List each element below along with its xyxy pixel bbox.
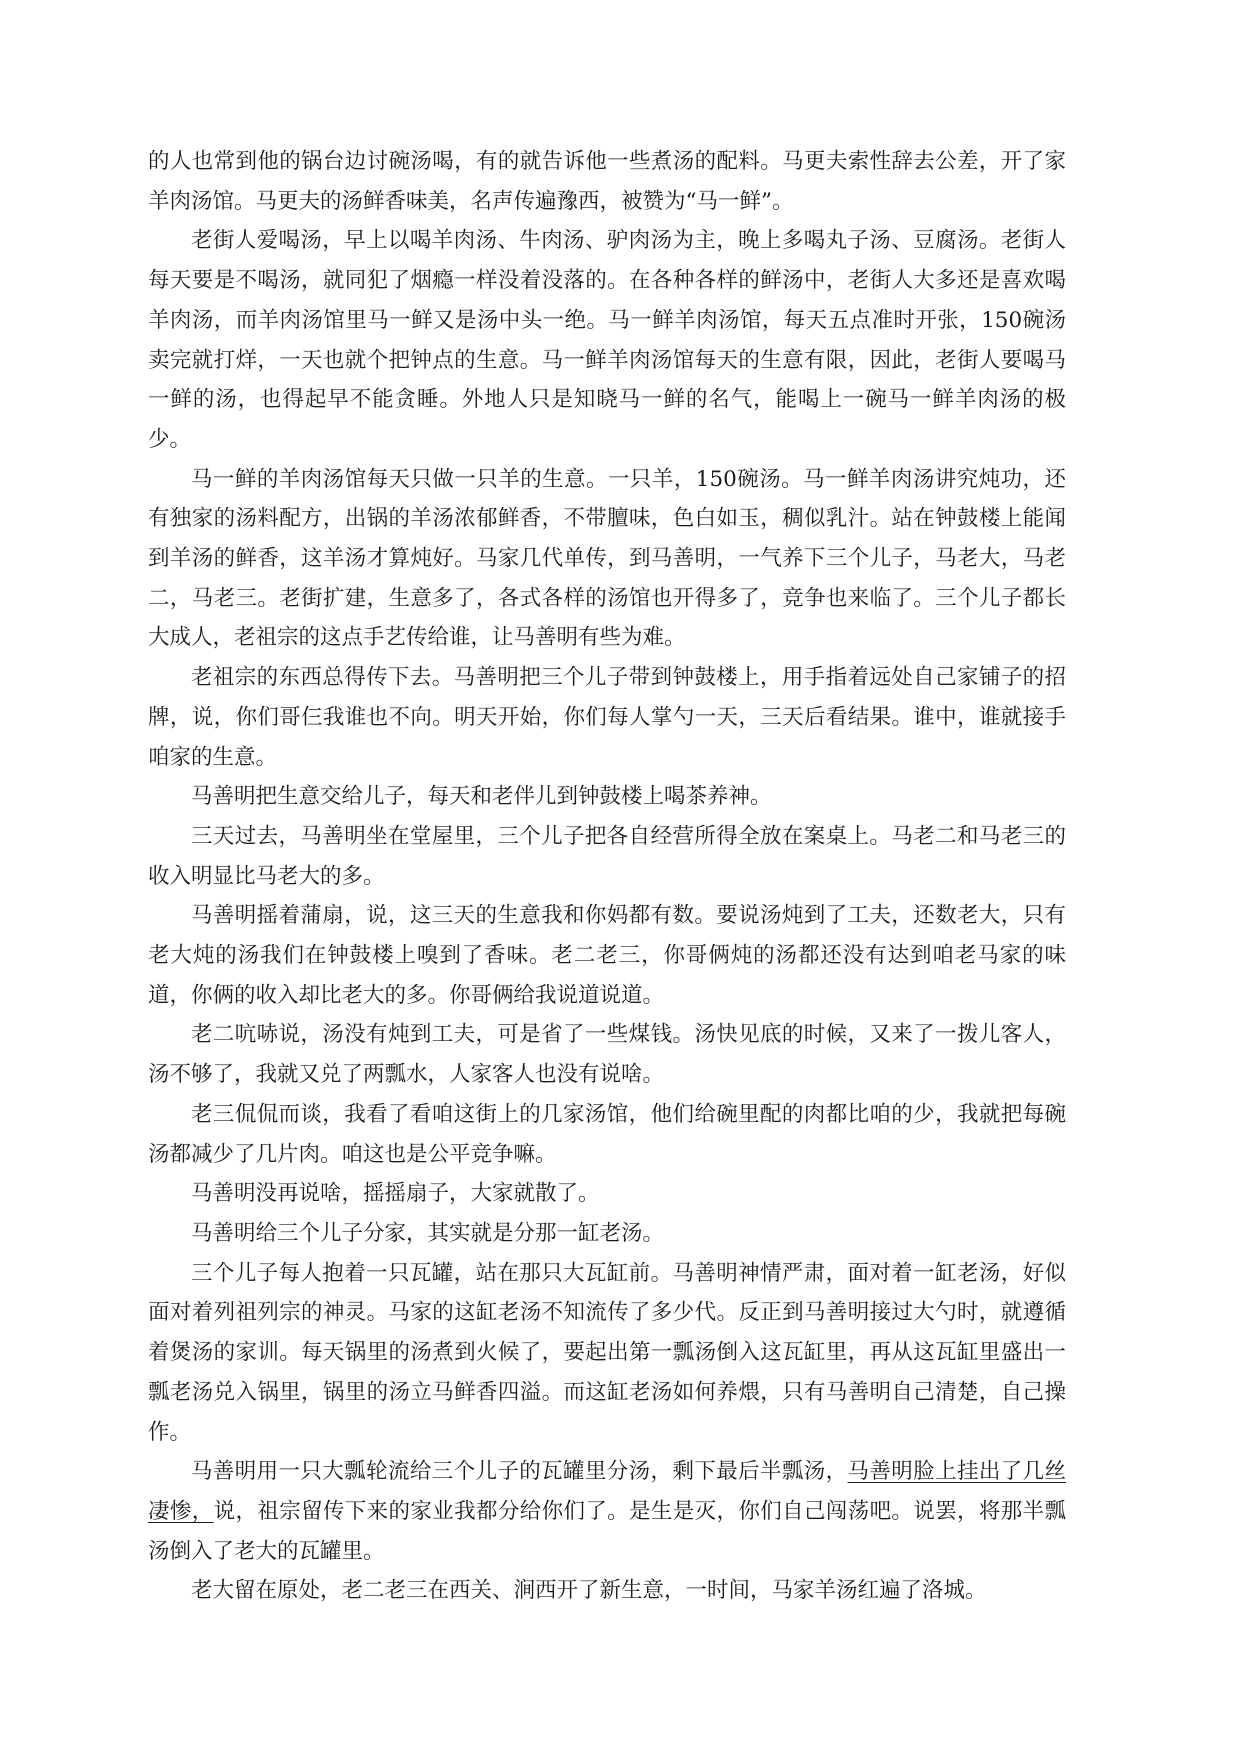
paragraph-13-before: 马善明用一只大瓢轮流给三个儿子的瓦罐里分汤，剩下最后半瓢汤， bbox=[191, 1459, 848, 1485]
paragraph-1: 的人也常到他的锅台边讨碗汤喝，有的就告诉他一些煮汤的配料。马更夫索性辞去公差，开了家羊肉汤馆。马更夫的汤鲜香味美，名声传遍豫西，被赞为“马一鲜”。 bbox=[148, 149, 1066, 214]
paragraph-3: 马一鲜的羊肉汤馆每天只做一只羊的生意。一只羊，150碗汤。马一鲜羊肉汤讲究炖功，还有独家的汤料配方，出锅的羊汤浓郁鲜香，不带膻味，色白如玉，稠似乳汁。站在钟鼓楼上能闻到羊汤的鲜香，这羊汤才算炖好。马家几代单传，到马善明，一气养下三个儿子，马老大，马老二，马老三。老街扩建，生意多了，各式各样的汤馆也开得多了，竞争也来临了。三个儿子都长大成人，老祖宗的这点手艺传给谁，让马善明有些为难。 bbox=[148, 466, 1066, 651]
paragraph-13 bbox=[148, 1452, 1066, 1571]
paragraph-7: 马善明摇着蒲扇，说，这三天的生意我和你妈都有数。要说汤炖到了工夫，还数老大，只有老大炖的汤我们在钟鼓楼上嗅到了香味。老二老三，你哥俩炖的汤都还没有达到咱老马家的味道，你俩的收入却比老大的多。你哥俩给我说道说道。 bbox=[148, 903, 1066, 1008]
paragraph-10: 马善明没再说啥，摇摇扇子，大家就散了。 bbox=[191, 1181, 600, 1207]
paragraph-4: 老祖宗的东西总得传下去。马善明把三个儿子带到钟鼓楼上，用手指着远处自己家铺子的招牌，说，你们哥仨我谁也不向。明天开始，你们每人掌勺一天，三天后看结果。谁中，谁就接手咱家的生意。 bbox=[148, 665, 1066, 770]
paragraph-6: 三天过去，马善明坐在堂屋里，三个儿子把各自经营所得全放在案桌上。马老二和马老三的收入明显比马老大的多。 bbox=[148, 823, 1066, 889]
document-body bbox=[148, 142, 1066, 1611]
paragraph-8: 老二吭哧说，汤没有炖到工夫，可是省了一些煤钱。汤快见底的时候，又来了一拨儿客人，汤不够了，我就又兑了两瓢水，人家客人也没有说啥。 bbox=[148, 1022, 1066, 1088]
paragraph-2: 老街人爱喝汤，早上以喝羊肉汤、牛肉汤、驴肉汤为主，晚上多喝丸子汤、豆腐汤。老街人每天要是不喝汤，就同犯了烟瘾一样没着没落的。在各种各样的鲜汤中，老街人大多还是喜欢喝羊肉汤，而羊肉汤馆里马一鲜又是汤中头一绝。马一鲜羊肉汤馆，每天五点准时开张，150碗汤卖完就打烊，一天也就个把钟点的生意。马一鲜羊肉汤馆每天的生意有限，因此，老街人要喝马一鲜的汤，也得起早不能贪睡。外地人只是知晓马一鲜的名气，能喝上一碗马一鲜羊肉汤的极少。 bbox=[148, 228, 1066, 452]
paragraph-5: 马善明把生意交给儿子，每天和老伴儿到钟鼓楼上喝茶养神。 bbox=[191, 784, 772, 810]
paragraph-13-after: 说，祖宗留传下来的家业我都分给你们了。是生是灭，你们自己闯荡吧。说罢，将那半瓢汤倒入了老大的瓦罐里。 bbox=[148, 1498, 1066, 1564]
underlined-phrase: 马善明脸上挂出了几丝凄惨， bbox=[148, 1459, 1066, 1524]
paragraph-14: 老大留在原处，老二老三在西关、涧西开了新生意，一时间，马家羊汤红遍了洛城。 bbox=[191, 1578, 987, 1604]
paragraph-12: 三个儿子每人抱着一只瓦罐，站在那只大瓦缸前。马善明神情严肃，面对着一缸老汤，好似面对着列祖列宗的神灵。马家的这缸老汤不知流传了多少代。反正到马善明接过大勺时，就遵循着煲汤的家训。每天锅里的汤煮到火候了，要起出第一瓢汤倒入这瓦缸里，再从这瓦缸里盛出一瓢老汤兑入锅里，锅里的汤立马鲜香四溢。而这缸老汤如何养煨，只有马善明自己清楚，自己操作。 bbox=[148, 1260, 1066, 1445]
paragraph-11: 马善明给三个儿子分家，其实就是分那一缸老汤。 bbox=[191, 1220, 665, 1246]
paragraph-9: 老三侃侃而谈，我看了看咱这街上的几家汤馆，他们给碗里配的肉都比咱的少，我就把每碗汤都减少了几片肉。咱这也是公平竞争嘛。 bbox=[148, 1101, 1066, 1167]
